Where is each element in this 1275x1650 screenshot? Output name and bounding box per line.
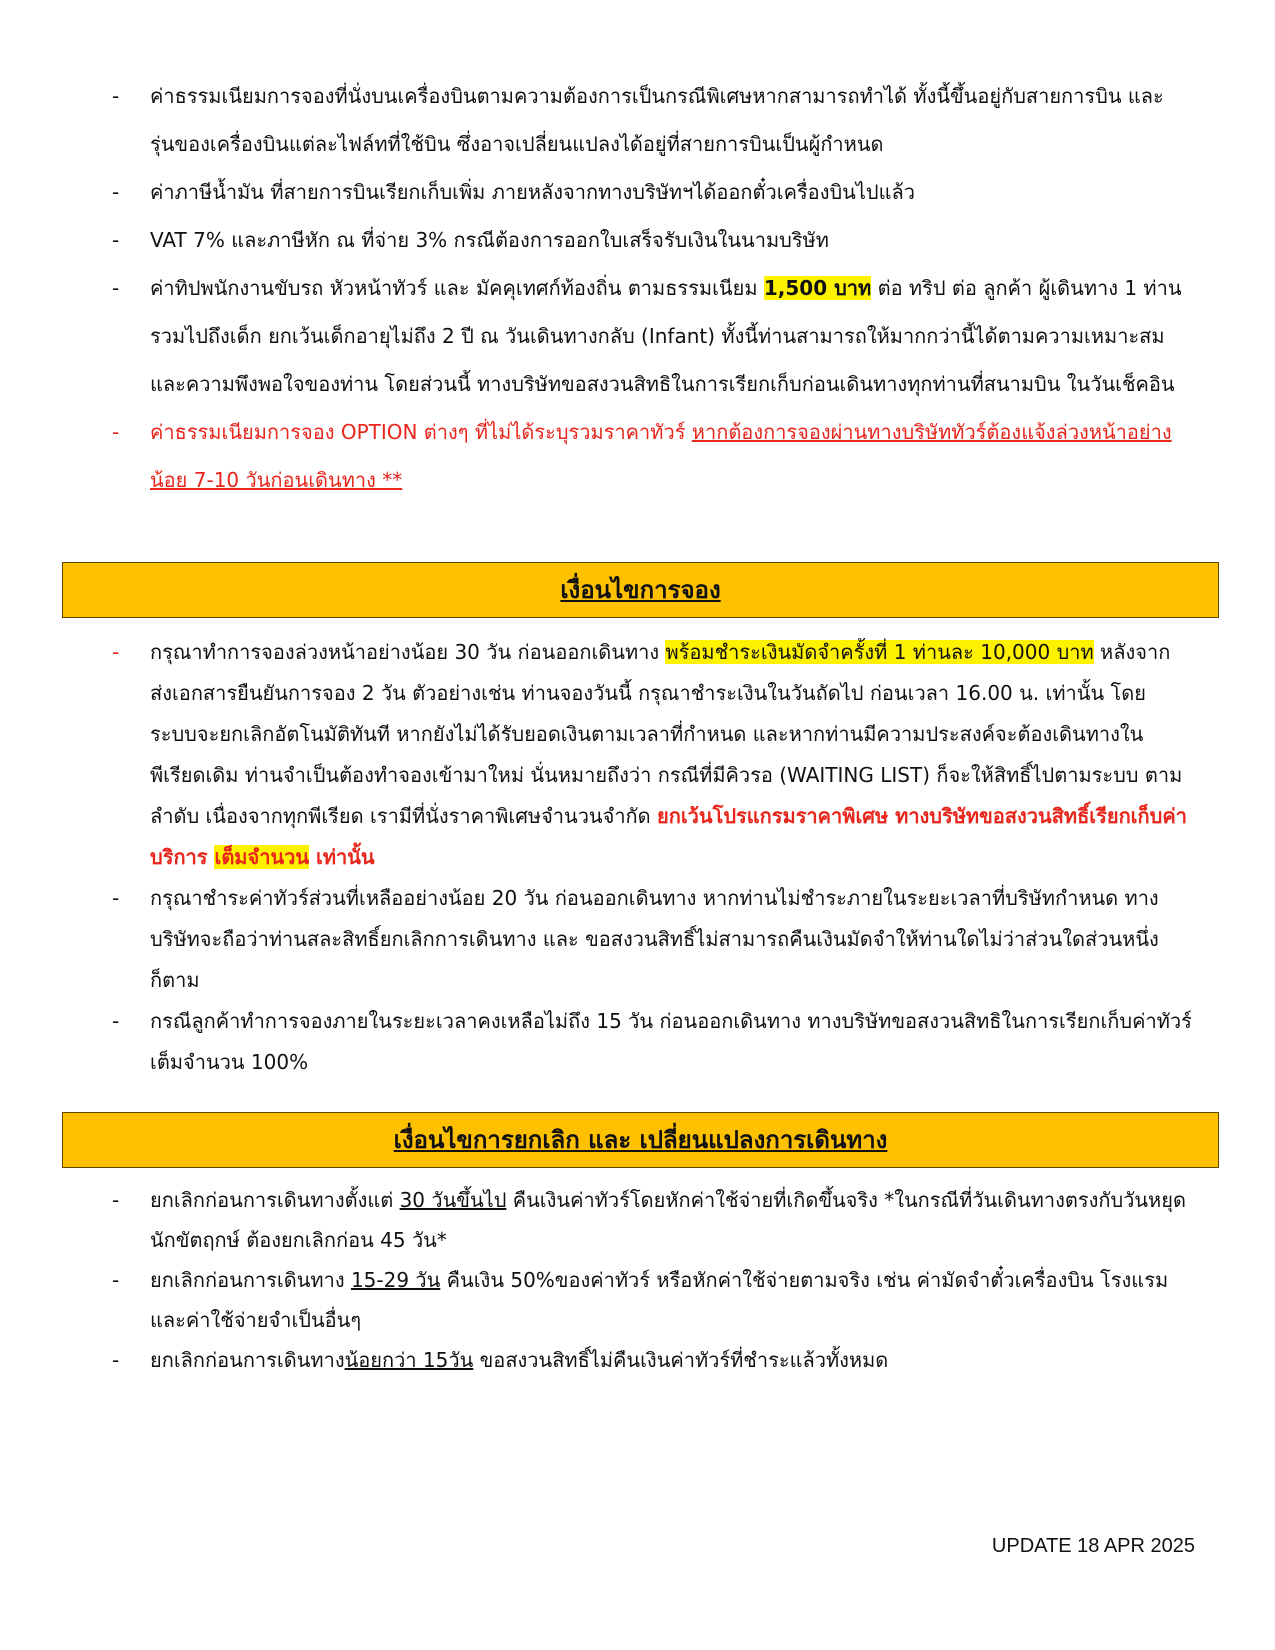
bullet-dash: - — [112, 1188, 120, 1212]
update-date: UPDATE 18 APR 2025 — [991, 1535, 1195, 1557]
bullet-dash: - — [112, 1009, 120, 1033]
list-item: - ยกเลิกก่อนการเดินทาง 15-29 วัน คืนเงิน 50%ของค่าทัวร์ หรือหักค่าใช้จ่ายตามจริง เช่น ค่ามัดจำตั๋วเครื่องบิน โรงแรม และค่าใช้จ่ายจำเป็นอื่นๆ — [112, 1260, 1192, 1340]
list-item: - กรณีลูกค้าทำการจองภายในระยะเวลาคงเหลือไม่ถึง 15 วัน ก่อนออกเดินทาง ทางบริษัทขอสงวนสิทธิในการเรียกเก็บค่าทัวร์เต็มจำนวน 100% — [112, 1001, 1192, 1083]
bullet-dash: - — [112, 84, 120, 108]
list-item: - ค่าทิปพนักงานขับรถ หัวหน้าทัวร์ และ มัคคุเทศก์ท้องถิ่น ตามธรรมเนียม 1,500 บาท ต่อ ทริป ต่อ ลูกค้า ผู้เดินทาง 1 ท่าน รวมไปถึงเด็ก ยกเว้นเด็กอายุไม่ถึง 2 ปี ณ วันเดินทางกลับ (Infant) ทั้งนี้ท่านสามารถให้มากกว่านี้ได้ตามความเหมาะสมและความพึงพอใจของท่าน โดยส่วนนี้ ทางบริษัทขอสงวนสิทธิในการเรียกเก็บก่อนเดินทางทุกท่านที่สนามบิน ในวันเช็คอิน — [112, 264, 1192, 408]
bullet-dash: - — [112, 1348, 120, 1372]
section-title: เงื่อนไขการยกเลิก และ เปลี่ยนแปลงการเดินทาง — [393, 1126, 888, 1154]
cancellation-conditions-header — [62, 1112, 1219, 1168]
deposit-highlight: พร้อมชำระเงินมัดจำครั้งที่ 1 ท่านละ 10,000 บาท — [665, 640, 1094, 664]
cancellation-list — [112, 1180, 1192, 1380]
bullet-dash: - — [112, 420, 120, 444]
bullet-dash: - — [112, 180, 120, 204]
booking-conditions-header — [62, 562, 1219, 618]
list-item: - VAT 7% และภาษีหัก ณ ที่จ่าย 3% กรณีต้องการออกใบเสร็จรับเงินในนามบริษัท — [112, 216, 1192, 264]
bullet-dash: - — [112, 640, 120, 664]
bullet-dash: - — [112, 276, 120, 300]
bullet-dash: - — [112, 1268, 120, 1292]
list-item: - กรุณาชำระค่าทัวร์ส่วนที่เหลืออย่างน้อย 20 วัน ก่อนออกเดินทาง หากท่านไม่ชำระภายในระยะเวลาที่บริษัทกำหนด ทางบริษัทจะถือว่าท่านสละสิทธิ์ยกเลิกการเดินทาง และ ขอสงวนสิทธิ์ไม่สามารถคืนเงินมัดจำให้ท่านใดไม่ว่าส่วนใดส่วนหนึ่งก็ตาม — [112, 878, 1192, 1001]
full-amount-highlight: เต็มจำนวน — [214, 845, 310, 869]
bullet-dash: - — [112, 228, 120, 252]
bullet-dash: - — [112, 886, 120, 910]
list-item: - ค่าภาษีน้ำมัน ที่สายการบินเรียกเก็บเพิ่ม ภายหลังจากทางบริษัทฯได้ออกตั๋วเครื่องบินไปแล้ว — [112, 168, 1192, 216]
list-item: - ยกเลิกก่อนการเดินทางน้อยกว่า 15วัน ขอสงวนสิทธิ์ไม่คืนเงินค่าทัวร์ที่ชำระแล้วทั้งหมด — [112, 1340, 1192, 1380]
list-item: - ยกเลิกก่อนการเดินทางตั้งแต่ 30 วันขึ้นไป คืนเงินค่าทัวร์โดยหักค่าใช้จ่ายที่เกิดขึ้นจริง *ในกรณีที่วันเดินทางตรงกับวันหยุดนักขัตฤกษ์ ต้องยกเลิกก่อน 45 วัน* — [112, 1180, 1192, 1260]
section-title: เงื่อนไขการจอง — [560, 576, 721, 604]
tip-amount-highlight: 1,500 บาท — [763, 276, 872, 300]
list-item: - กรุณาทำการจองล่วงหน้าอย่างน้อย 30 วัน ก่อนออกเดินทาง พร้อมชำระเงินมัดจำครั้งที่ 1 ท่านละ 10,000 บาท หลังจากส่งเอกสารยืนยันการจอง 2 วัน ตัวอย่างเช่น ท่านจองวันนี้ กรุณาชำระเงินในวันถัดไป ก่อนเวลา 16.00 น. เท่านั้น โดยระบบจะยกเลิกอัตโนมัติทันที หากยังไม่ได้รับยอดเงินตามเวลาที่กำหนด และหากท่านมีความประสงค์จะต้องเดินทางในพีเรียดเดิม ท่านจำเป็นต้องทำจองเข้ามาใหม่ นั่นหมายถึงว่า กรณีที่มีคิวรอ (WAITING LIST) ก็จะให้สิทธิ์ไปตามระบบ ตามลำดับ เนื่องจากทุกพีเรียด เรามีที่นั่งราคาพิเศษจำนวนจำกัด ยกเว้นโปรแกรมราคาพิเศษ ทางบริษัทขอสงวนสิทธิ์เรียกเก็บค่าบริการ เต็มจำนวน เท่านั้น — [112, 632, 1192, 878]
list-item: - ค่าธรรมเนียมการจองที่นั่งบนเครื่องบินตามความต้องการเป็นกรณีพิเศษหากสามารถทำได้ ทั้งนี้ขึ้นอยู่กับสายการบิน และ รุ่นของเครื่องบินแต่ละไฟล์ทที่ใช้บิน ซึ่งอาจเปลี่ยนแปลงได้อยู่ที่สายการบินเป็นผู้กำหนด — [112, 72, 1192, 168]
charges-list — [112, 72, 1192, 504]
list-item-option-fee: - ค่าธรรมเนียมการจอง OPTION ต่างๆ ที่ไม่ได้ระบุรวมราคาทัวร์ หากต้องการจองผ่านทางบริษัททัวร์ต้องแจ้งล่วงหน้าอย่างน้อย 7-10 วันก่อนเดินทาง ** — [112, 408, 1192, 504]
booking-list — [112, 632, 1192, 1083]
